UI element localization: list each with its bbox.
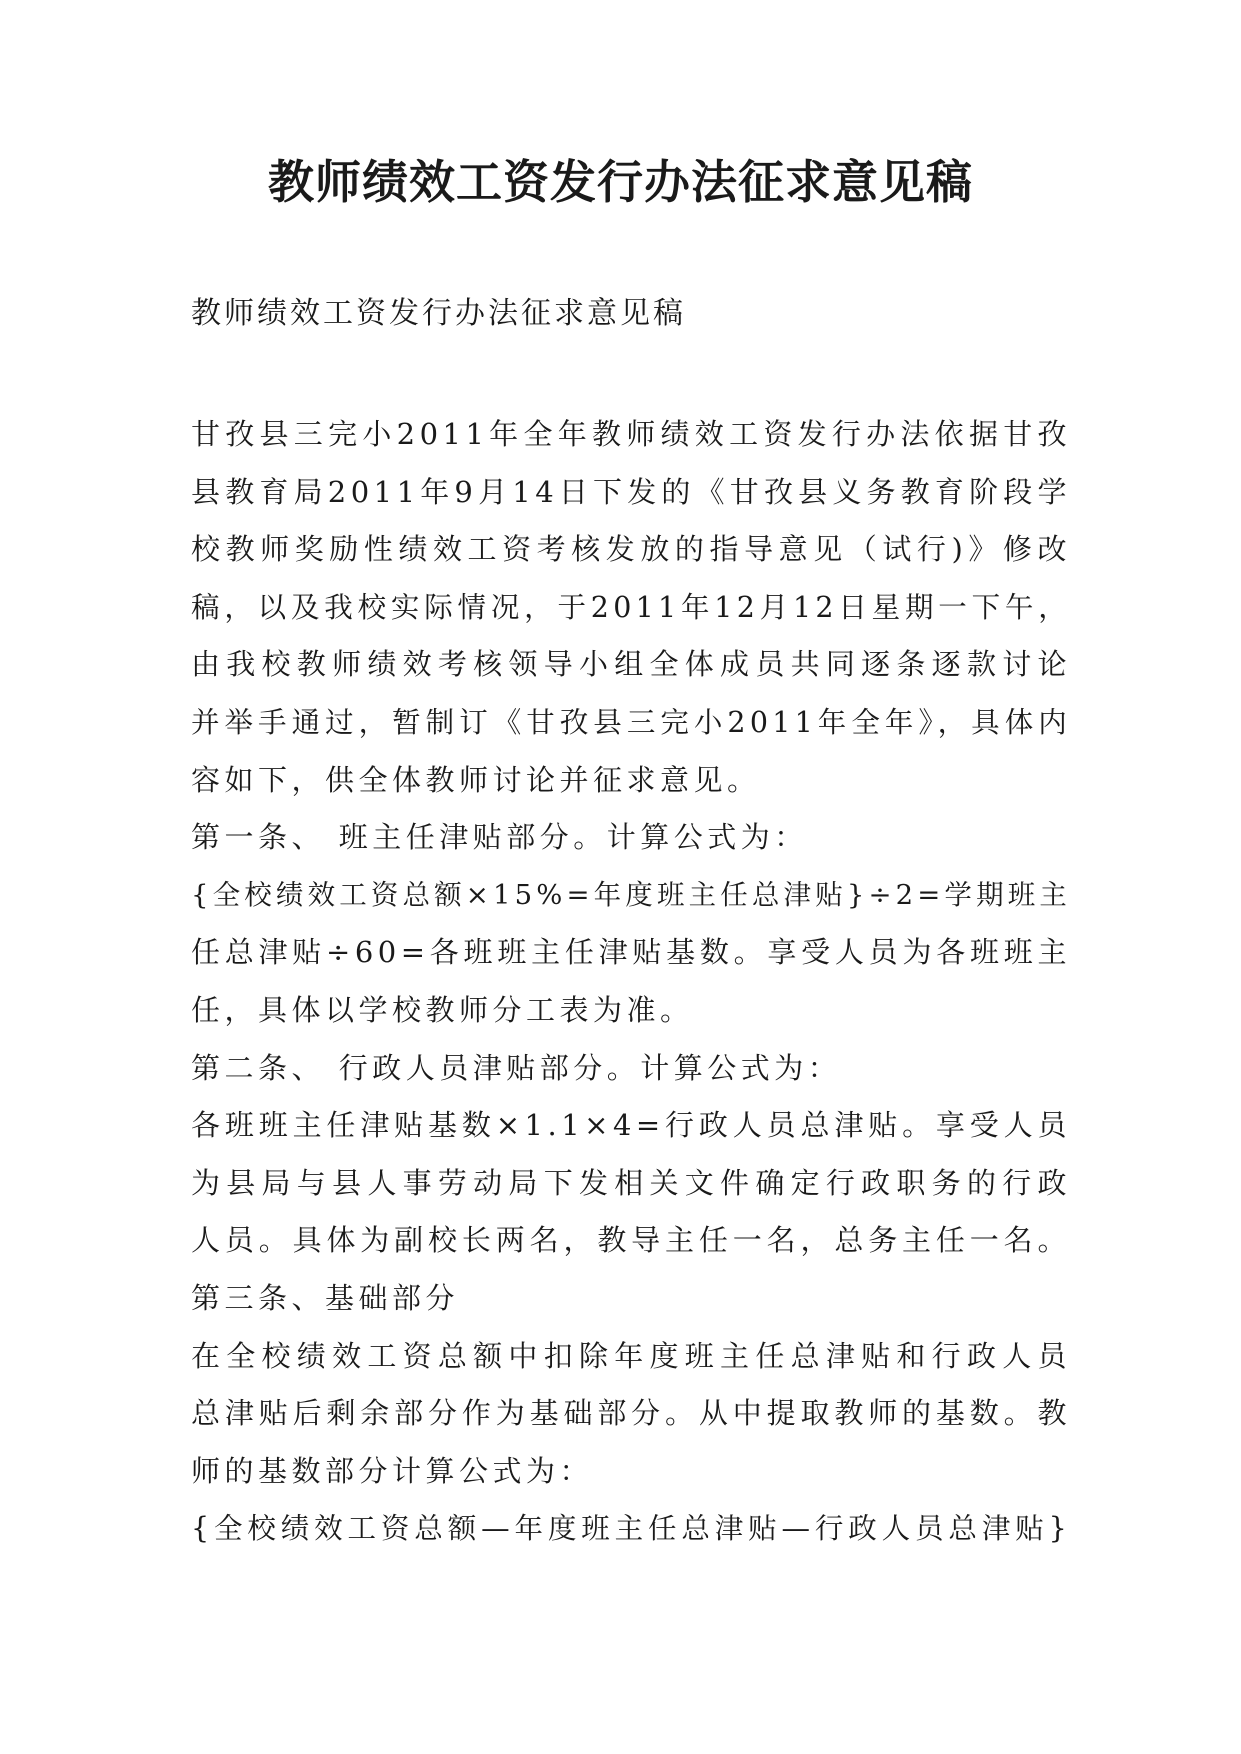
body-line: 总津贴后剩余部分作为基础部分。从中提取教师的基数。教 (191, 1396, 1071, 1431)
body-line: 容如下，供全体教师讨论并征求意见。 (191, 762, 761, 797)
body-line: 校教师奖励性绩效工资考核发放的指导意见（试行)》修改 (191, 532, 1071, 567)
body-line: 由我校教师绩效考核领导小组全体成员共同逐条逐款讨论 (191, 647, 1071, 682)
article-heading-1: 第一条、 班主任津贴部分。计算公式为： (191, 820, 808, 855)
body-line: 任，具体以学校教师分工表为准。 (191, 992, 694, 1027)
body-line: 甘孜县三完小2011年全年教师绩效工资发行办法依据甘孜 (191, 417, 1071, 451)
body-line: 县教育局2011年9月14日下发的《甘孜县义务教育阶段学 (191, 474, 1071, 509)
body-line: {全校绩效工资总额—年度班主任总津贴—行政人员总津贴} (191, 1512, 1071, 1546)
body-line: 并举手通过，暂制订《甘孜县三完小2011年全年》，具体内 (191, 705, 1071, 739)
body-line: 为县局与县人事劳动局下发相关文件确定行政职务的行政 (191, 1165, 1071, 1200)
document-body (191, 406, 1071, 1558)
body-line: 师的基数部分计算公式为： (191, 1453, 594, 1488)
body-line: {全校绩效工资总额×15%=年度班主任总津贴}÷2=学期班主 (191, 878, 1071, 911)
article-heading-2: 第二条、 行政人员津贴部分。计算公式为： (191, 1050, 842, 1085)
article-heading-3: 第三条、基础部分 (191, 1280, 460, 1315)
document-subtitle: 教师绩效工资发行办法征求意见稿 (191, 296, 686, 331)
body-line: 人员。具体为副校长两名，教导主任一名，总务主任一名。 (191, 1223, 1071, 1258)
body-line: 在全校绩效工资总额中扣除年度班主任总津贴和行政人员 (191, 1338, 1071, 1373)
document-title: 教师绩效工资发行办法征求意见稿 (268, 155, 973, 209)
body-line: 各班班主任津贴基数×1.1×4=行政人员总津贴。享受人员 (191, 1108, 1071, 1143)
body-line: 任总津贴÷60=各班班主任津贴基数。享受人员为各班班主 (191, 935, 1071, 970)
body-line: 稿，以及我校实际情况，于2011年12月12日星期一下午， (191, 590, 1071, 624)
